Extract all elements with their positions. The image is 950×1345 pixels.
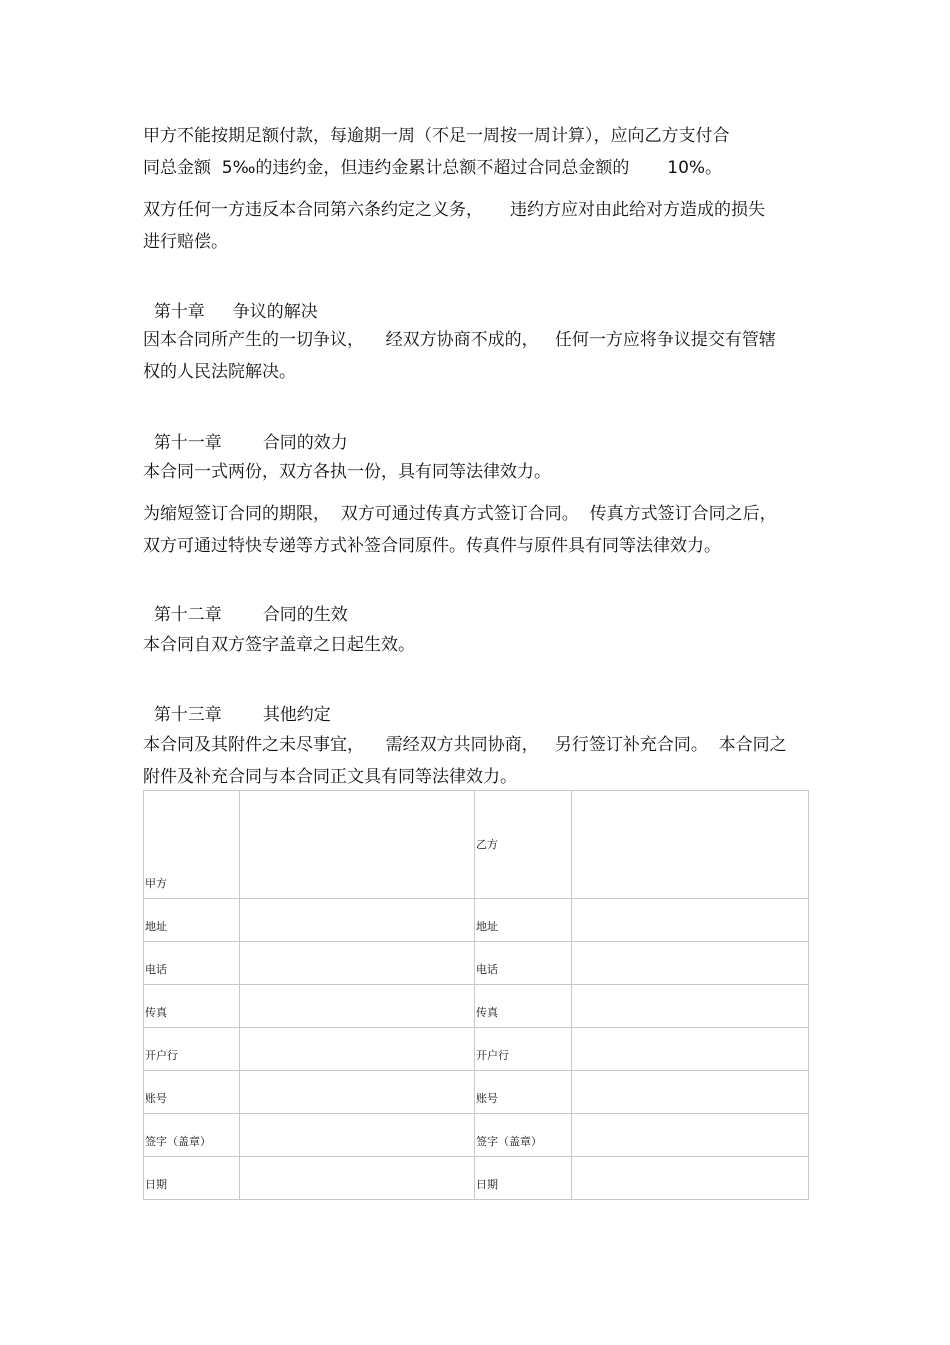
table-row [144,791,809,899]
chapter-12-number: 第十二章 [153,605,222,625]
table-row [144,1071,809,1114]
chapter-12-heading [143,579,348,627]
phone-label-b: 电话 [475,942,572,985]
table-row [144,985,809,1028]
bank-value-b [572,1028,809,1071]
bank-label-b: 开户行 [475,1028,572,1071]
table-row [144,1114,809,1157]
address-value-a [240,899,475,942]
phone-value-a [240,942,475,985]
chapter-13-number: 第十三章 [153,705,222,725]
date-label-a: 日期 [144,1157,240,1200]
chapter-10-title: 争议的解决 [232,302,318,322]
clause-effective: 本合同自双方签字盖章之日起生效。 [143,635,415,655]
clause-breach-line-2: 进行赔偿。 [143,232,228,252]
chapter-13-title: 其他约定 [262,705,331,725]
signature-label-b: 签字（盖章） [475,1114,572,1157]
chapter-10-number: 第十章 [153,302,205,322]
date-label-b: 日期 [475,1157,572,1200]
party-b-value-cell [572,791,809,899]
bank-label-a: 开户行 [144,1028,240,1071]
fax-label-a: 传真 [144,985,240,1028]
chapter-11-title: 合同的效力 [262,433,348,453]
address-label-a: 地址 [144,899,240,942]
chapter-10-heading [143,276,318,324]
account-value-a [240,1071,475,1114]
clause-fax-line-2: 双方可通过特快专递等方式补签合同原件。传真件与原件具有同等法律效力。 [143,536,721,556]
fax-label-b: 传真 [475,985,572,1028]
address-value-b [572,899,809,942]
signature-value-a [240,1114,475,1157]
account-label-a: 账号 [144,1071,240,1114]
date-value-a [240,1157,475,1200]
clause-other-line-1: 本合同及其附件之未尽事宜， 需经双方共同协商， 另行签订补充合同。 本合同之 [143,735,787,755]
party-a-value-cell [240,791,475,899]
chapter-11-heading [143,407,348,455]
signature-table [143,790,809,1200]
chapter-11-number: 第十一章 [153,433,222,453]
phone-label-a: 电话 [144,942,240,985]
chapter-12-title: 合同的生效 [262,605,348,625]
clause-dispute-line-2: 权的人民法院解决。 [143,362,296,382]
account-label-b: 账号 [475,1071,572,1114]
address-label-b: 地址 [475,899,572,942]
party-b-label: 乙方 [475,791,572,899]
clause-dispute-line-1: 因本合同所产生的一切争议， 经双方协商不成的， 任何一方应将争议提交有管辖 [143,330,776,350]
chapter-13-heading [143,679,331,727]
table-row [144,899,809,942]
signature-value-b [572,1114,809,1157]
table-row [144,1157,809,1200]
fax-value-b [572,985,809,1028]
phone-value-b [572,942,809,985]
clause-late-payment-line-2: 同总金额 5‰的违约金，但违约金累计总额不超过合同总金额的 10%。 [143,158,723,178]
fax-value-a [240,985,475,1028]
clause-breach-line-1: 双方任何一方违反本合同第六条约定之义务， 违约方应对由此给对方造成的损失 [143,200,766,220]
clause-other-line-2: 附件及补充合同与本合同正文具有同等法律效力。 [143,767,517,787]
bank-value-a [240,1028,475,1071]
clause-late-payment-line-1: 甲方不能按期足额付款，每逾期一周（不足一周按一周计算），应向乙方支付合 [143,126,730,146]
signature-label-a: 签字（盖章） [144,1114,240,1157]
date-value-b [572,1157,809,1200]
clause-fax-line-1: 为缩短签订合同的期限， 双方可通过传真方式签订合同。 传真方式签订合同之后， [143,504,777,524]
table-row [144,942,809,985]
table-row [144,1028,809,1071]
party-a-label: 甲方 [144,791,240,899]
clause-copies: 本合同一式两份，双方各执一份，具有同等法律效力。 [143,462,551,482]
account-value-b [572,1071,809,1114]
